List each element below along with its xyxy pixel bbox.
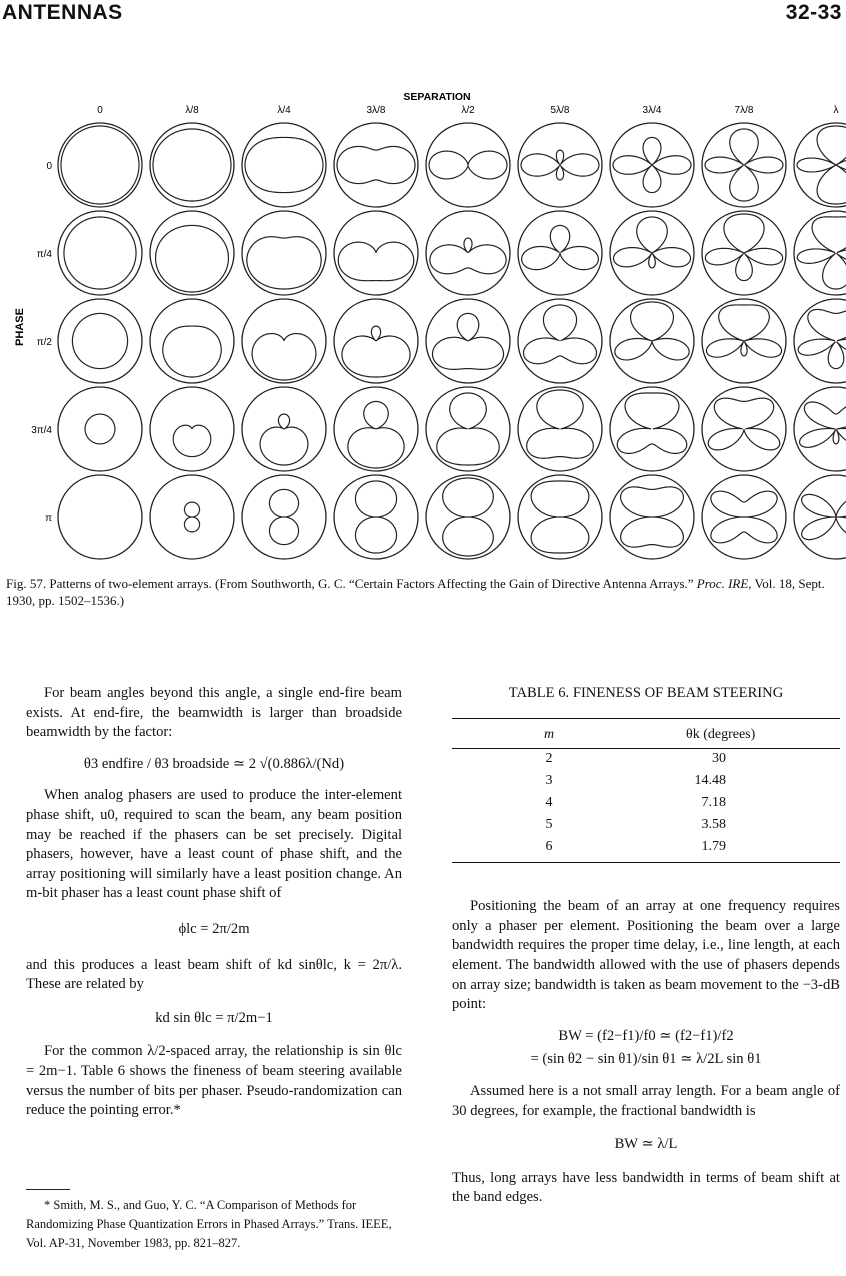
table-header-m — [452, 718, 646, 749]
phase-tick-label: π — [45, 513, 52, 524]
pattern-boundary-circle — [426, 387, 510, 471]
array-pattern-lobe — [432, 313, 503, 369]
running-title: ANTENNAS — [2, 1, 123, 24]
eq1-text: θ3 endfire / θ3 broadside ≃ 2 √(0.886λ/(Nd) — [83, 755, 345, 772]
pattern-boundary-circle — [150, 299, 234, 383]
cell-theta-value: 14.48 — [694, 773, 726, 789]
array-pattern-lobe — [173, 425, 211, 456]
pattern-boundary-circle — [58, 299, 142, 383]
array-pattern-lobe — [522, 225, 599, 269]
array-pattern-lobe — [338, 242, 413, 281]
caption-main: Fig. 57. Patterns of two-element arrays. (From Southworth, G. C. “Certain Factors Affecting the Gain of Directive Antenna Arrays.” — [6, 576, 694, 591]
array-pattern-lobe — [430, 238, 506, 274]
array-pattern-lobe — [706, 305, 781, 357]
equation-least-count — [26, 920, 402, 940]
pattern-boundary-circle — [334, 123, 418, 207]
array-pattern-lobe — [85, 414, 115, 444]
cell-theta-value: 30 — [712, 751, 726, 767]
table-header-row — [452, 718, 840, 749]
cell-m: 4 — [545, 795, 553, 811]
array-pattern-lobe — [72, 313, 127, 368]
array-pattern-lobe — [798, 309, 846, 368]
pattern-boundary-circle — [150, 123, 234, 207]
pattern-boundary-circle — [334, 387, 418, 471]
left-column — [26, 684, 402, 1121]
right-paragraph-1: Positioning the beam of an array at one frequency requires only a phaser per element. Positioning the beam over a large bandwidth requires the proper time delay, i.e., line length, at each element. The bandwidth allowed with the use of phasers depends on array size; bandwidth is taken as beam movement to the −3-dB point: — [452, 898, 840, 1013]
pattern-boundary-circle — [794, 123, 846, 207]
separation-tick-label: λ/2 — [461, 105, 475, 116]
equation-least-shift — [26, 1009, 402, 1029]
array-pattern-lobe — [443, 478, 494, 556]
equation-bandwidth — [452, 1027, 840, 1047]
array-pattern-lobe — [613, 217, 690, 268]
array-pattern-lobe — [621, 487, 684, 547]
bw-eq1-text: BW = (f2−f1)/f0 ≃ (f2−f1)/f2 — [558, 1027, 734, 1044]
table-row — [452, 815, 840, 837]
separation-tick-label: λ/8 — [185, 105, 199, 116]
separation-tick-label: λ/4 — [277, 105, 291, 116]
array-pattern-lobe — [269, 489, 298, 544]
array-pattern-lobe — [247, 237, 321, 289]
array-pattern-lobe — [800, 402, 846, 447]
page-header — [0, 0, 846, 30]
two-element-array-pattern-figure — [0, 80, 846, 560]
phase-tick-label: 0 — [46, 161, 52, 172]
array-pattern-lobe — [617, 393, 687, 453]
equation-bandwidth-2 — [452, 1050, 840, 1070]
equation-beamwidth-factor — [26, 755, 402, 775]
page-number: 32-33 — [785, 1, 842, 24]
equation-bw-approx — [452, 1135, 840, 1155]
pattern-boundary-circle — [702, 211, 786, 295]
array-pattern-lobe — [705, 129, 783, 201]
pattern-boundary-circle — [242, 123, 326, 207]
separation-tick-label: 3λ/4 — [642, 105, 662, 116]
array-pattern-lobe — [521, 150, 599, 180]
array-pattern-lobe — [705, 214, 782, 281]
pattern-boundary-circle — [702, 299, 786, 383]
cell-theta-value: 7.18 — [701, 795, 726, 811]
pattern-boundary-circle — [518, 387, 602, 471]
separation-tick-label: 7λ/8 — [734, 105, 754, 116]
separation-tick-label: 3λ/8 — [366, 105, 386, 116]
cell-m: 6 — [452, 837, 646, 863]
phase-tick-label: π/4 — [36, 249, 52, 260]
right-column — [452, 684, 840, 1208]
array-pattern-lobe — [797, 217, 846, 289]
caption-tail: Vol. 18, Sept. 1930, pp. 1502–1536.) — [6, 576, 825, 608]
left-paragraph-3: and this produces a least beam shift of kd sinθlc, k = 2π/λ. These are related by — [26, 956, 402, 993]
phase-tick-label: π/2 — [36, 337, 52, 348]
right-paragraph-3: Thus, long arrays have less bandwidth in terms of beam shift at the band edges. — [452, 1169, 840, 1206]
table-row — [452, 793, 840, 815]
pattern-boundary-circle — [518, 123, 602, 207]
eq2-text: ϕlc = 2π/2m — [178, 920, 250, 937]
left-paragraph-1: For beam angles beyond this angle, a single end-fire beam exists. At end-fire, the beamwidth is larger than broadside beamwidth by the factor: — [26, 685, 402, 741]
cell-theta — [646, 815, 840, 837]
phase-axis-label: PHASE — [14, 308, 26, 346]
array-pattern-lobe — [153, 129, 231, 201]
pattern-boundary-circle — [334, 299, 418, 383]
cell-theta — [646, 793, 840, 815]
beam-steering-table — [452, 718, 840, 864]
array-pattern-lobe — [437, 393, 499, 465]
table-caption: TABLE 6. FINENESS OF BEAM STEERING — [508, 685, 784, 701]
cell-theta — [646, 771, 840, 793]
separation-tick-label: λ — [833, 105, 839, 116]
array-pattern-lobe — [615, 302, 689, 360]
array-pattern-lobe — [64, 217, 136, 289]
pattern-boundary-circle — [518, 299, 602, 383]
pattern-boundary-circle — [58, 123, 142, 207]
table-row — [452, 837, 840, 863]
cell-theta — [646, 837, 840, 863]
separation-axis-label: SEPARATION — [403, 91, 471, 103]
table-row — [452, 749, 840, 772]
header-m-text: m — [543, 726, 555, 742]
table-row — [452, 771, 840, 793]
cell-theta-value: 1.79 — [701, 839, 726, 855]
array-pattern-lobe — [252, 334, 316, 380]
cell-theta — [646, 749, 840, 772]
right-paragraph-2: Assumed here is a not small array length. For a beam angle of 30 degrees, for example, the fractional bandwidth is — [452, 1082, 840, 1119]
array-pattern-lobe — [61, 126, 139, 204]
pattern-boundary-circle — [702, 123, 786, 207]
array-pattern-lobe — [524, 305, 597, 364]
pattern-boundary-circle — [794, 211, 846, 295]
eq3-text: kd sin θlc = π/2m−1 — [155, 1009, 273, 1026]
pattern-boundary-circle — [58, 475, 142, 559]
footnote-rule — [26, 1189, 70, 1190]
figure-caption — [6, 575, 836, 609]
separation-tick-label: 5λ/8 — [550, 105, 570, 116]
array-pattern-lobe — [613, 137, 691, 192]
array-pattern-lobe — [260, 414, 308, 465]
array-pattern-lobe — [163, 326, 221, 377]
pattern-boundary-circle — [58, 211, 142, 295]
pattern-boundary-circle — [610, 387, 694, 471]
footnote: * Smith, M. S., and Guo, Y. C. “A Comparison of Methods for Randomizing Phase Quantization Errors in Phased Arrays.” Trans. IEEE, Vol. AP-31, November 1983, pp. 821–827. — [26, 1198, 392, 1250]
phase-tick-label: 3π/4 — [31, 425, 52, 436]
array-pattern-lobe — [711, 491, 777, 543]
cell-m: 5 — [545, 817, 553, 833]
array-pattern-lobe — [342, 326, 410, 377]
bw-eq3-text: BW ≃ λ/L — [614, 1136, 678, 1153]
left-paragraph-2: When analog phasers are used to produce the inter-element phase shift, u0, required to scan the beam, any beam position may be reached if the phasers can be set precisely. Digital phasers, however, have a least count of phase shift, and the array positioning will similarly have a least position change. An m-bit phaser has a least count phase shift of — [26, 787, 402, 902]
array-pattern-lobe — [156, 225, 229, 292]
array-pattern-lobe — [527, 390, 594, 458]
array-pattern-lobe — [348, 401, 404, 468]
pattern-boundary-circle — [242, 211, 326, 295]
array-pattern-lobe — [184, 502, 199, 532]
bw-eq2-text: = (sin θ2 − sin θ1)/sin θ1 ≃ λ/2L sin θ1 — [530, 1051, 762, 1068]
cell-theta-value: 3.58 — [701, 817, 726, 833]
array-pattern-lobe — [708, 398, 780, 450]
array-pattern-lobe — [337, 146, 415, 183]
array-pattern-lobe — [355, 481, 396, 553]
array-pattern-lobe — [802, 494, 846, 539]
left-paragraph-4: For the common λ/2-spaced array, the relationship is sin θlc = 2m−1. Table 6 shows the fineness of beam steering available versus the number of bits per phaser. Pseudo-randomization can reduce the pointing error.* — [26, 1043, 402, 1119]
cell-m: 2 — [545, 751, 553, 767]
table-header-theta: θk (degrees) — [646, 718, 840, 749]
separation-tick-label: 0 — [97, 105, 103, 116]
caption-journal: Proc. IRE, — [696, 576, 752, 591]
array-pattern-lobe — [245, 137, 323, 192]
cell-m: 3 — [545, 773, 553, 789]
array-pattern-lobe — [531, 481, 589, 553]
pattern-boundary-circle — [150, 211, 234, 295]
pattern-boundary-circle — [426, 211, 510, 295]
pattern-boundary-circle — [610, 123, 694, 207]
array-pattern-lobe — [429, 151, 507, 179]
pattern-boundary-circle — [58, 387, 142, 471]
